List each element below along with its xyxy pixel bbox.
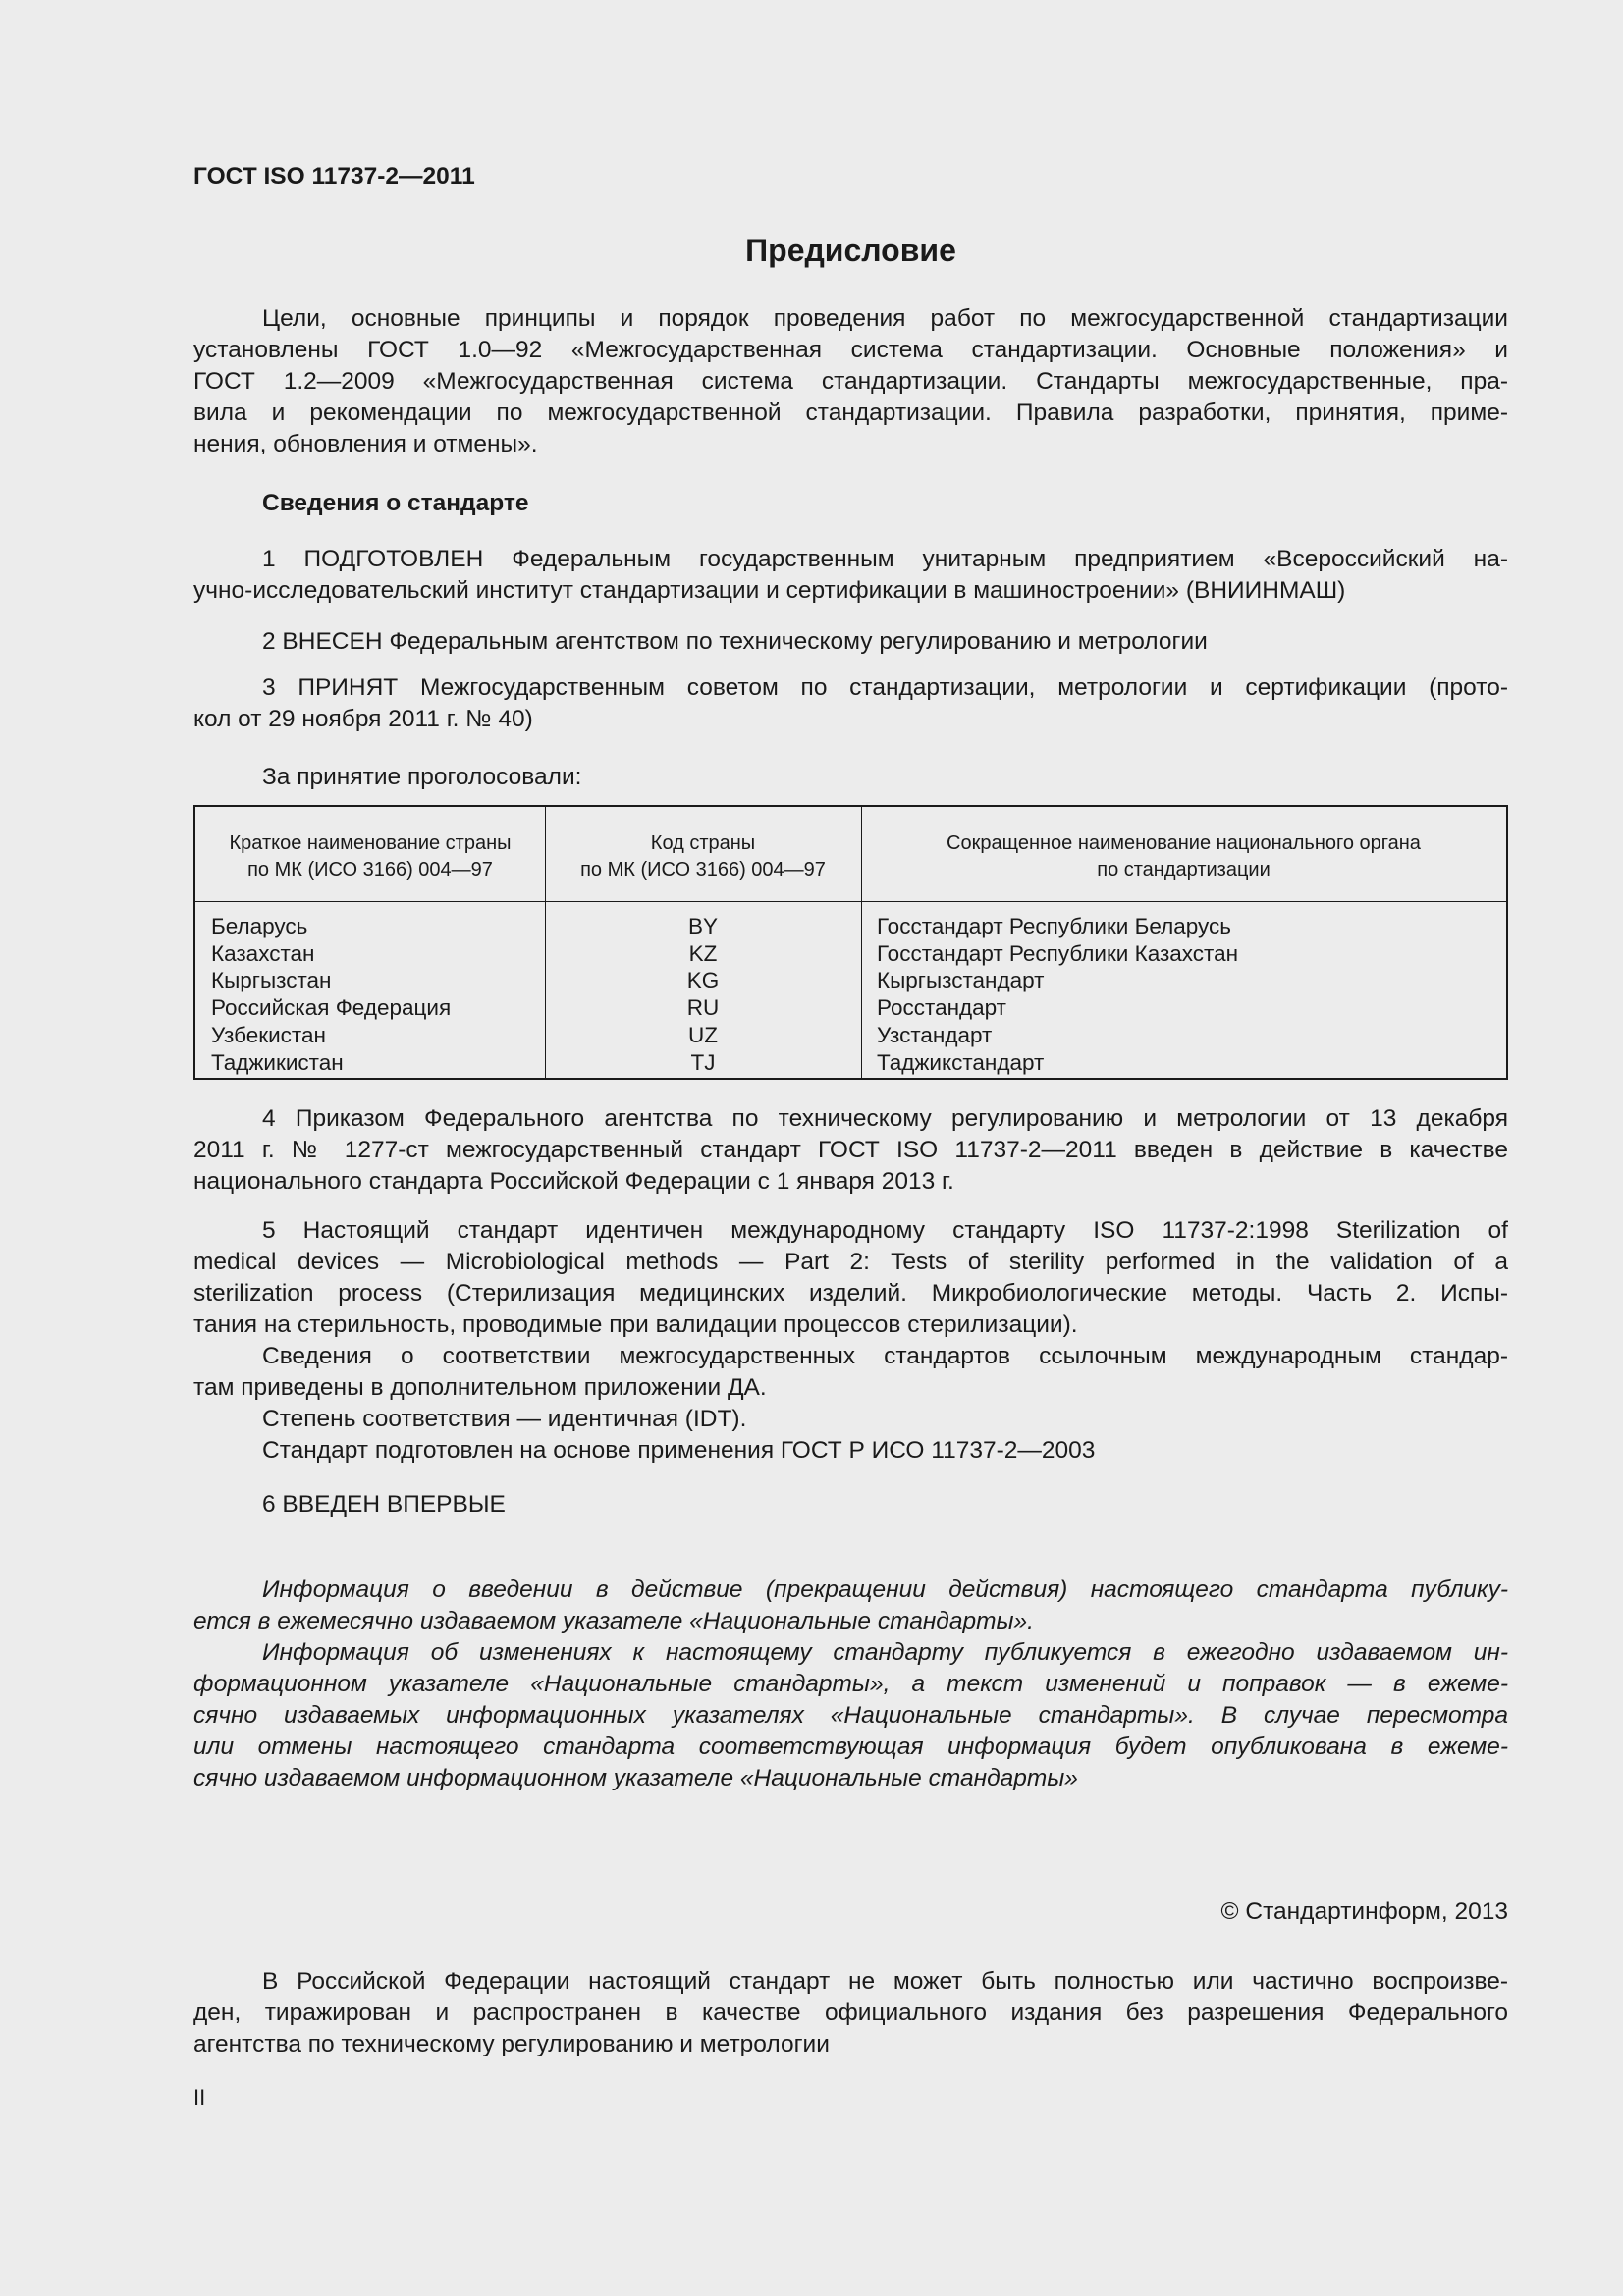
item-1 bbox=[193, 544, 1508, 607]
country-column bbox=[211, 913, 451, 1076]
table-header-code: Код страны по МК (ИСО 3166) 004—97 bbox=[580, 832, 826, 881]
text-line: medical devices — Microbiological methods — Part 2: Tests of sterility performed in the validation of a bbox=[193, 1249, 1508, 1275]
table-cell: UZ bbox=[688, 1022, 718, 1047]
document-page bbox=[193, 0, 1508, 2296]
text-line: 4 Приказом Федерального агентства по техническому регулированию и метрологии от 13 декабря bbox=[262, 1105, 1508, 1132]
text-line: или отмены настоящего стандарта соответствующая информация будет опубликована в ежеме- bbox=[193, 1734, 1508, 1760]
text-line: установлены ГОСТ 1.0—92 «Межгосударственная система стандартизации. Основные положения» и bbox=[193, 337, 1508, 363]
header-divider bbox=[195, 901, 1506, 902]
body-column bbox=[877, 913, 1238, 1076]
table-cell: Беларусь bbox=[211, 914, 308, 938]
table-cell: Росстандарт bbox=[877, 995, 1006, 1021]
text-line: учно-исследовательский институт стандартизации и сертификации в машиностроении» (ВНИИНМАШ) bbox=[193, 577, 1346, 604]
final-paragraph bbox=[193, 1966, 1508, 2060]
text-line: 2011 г. № 1277-ст межгосударственный стандарт ГОСТ ISO 11737-2—2011 введен в действие в качестве bbox=[193, 1137, 1508, 1163]
table-cell: Узбекистан bbox=[211, 1022, 326, 1047]
text-line: Информация о введении в действие (прекращении действия) настоящего стандарта публику- bbox=[262, 1576, 1508, 1603]
table-cell: Кыргызстандарт bbox=[877, 968, 1045, 993]
text-line: 5 Настоящий стандарт идентичен международному стандарту ISO 11737-2:1998 Sterilization of bbox=[262, 1217, 1508, 1244]
table-cell: KG bbox=[686, 968, 720, 993]
intro-paragraph bbox=[193, 303, 1508, 460]
text-line: Сведения о соответствии межгосударственных стандартов ссылочным международным стандар- bbox=[262, 1343, 1508, 1369]
table-cell: KZ bbox=[688, 940, 718, 966]
table-cell: TJ bbox=[690, 1049, 716, 1075]
table-cell: Госстандарт Республики Беларусь bbox=[877, 914, 1232, 938]
text-line: В Российской Федерации настоящий стандарт не может быть полностью или частично воспроизве- bbox=[262, 1968, 1508, 1995]
text-line: Информация об изменениях к настоящему стандарту публикуется в ежегодно издаваемом ин- bbox=[262, 1639, 1508, 1666]
copyright: © Стандартинформ, 2013 bbox=[1220, 1898, 1508, 1925]
page-title: Предисловие bbox=[745, 233, 956, 268]
italic-note-2 bbox=[193, 1637, 1508, 1794]
text-line: 3 ПРИНЯТ Межгосударственным советом по стандартизации, метрологии и сертификации (прото- bbox=[262, 674, 1508, 701]
table-header-body: Сокращенное наименование национального органа по стандартизации bbox=[947, 832, 1421, 881]
item-6: 6 ВВЕДЕН ВПЕРВЫЕ bbox=[262, 1491, 506, 1518]
text-line: sterilization process (Стерилизация медицинских изделий. Микробиологические методы. Часть 2. Испы- bbox=[193, 1280, 1508, 1307]
table-cell: BY bbox=[687, 914, 718, 938]
text-line: Стандарт подготовлен на основе применения ГОСТ Р ИСО 11737-2—2003 bbox=[262, 1437, 1096, 1464]
italic-note-1 bbox=[193, 1575, 1508, 1637]
document-header: ГОСТ ISO 11737-2—2011 bbox=[193, 163, 475, 189]
table-cell: Таджикистан bbox=[211, 1049, 344, 1075]
table-cell: Узстандарт bbox=[877, 1022, 993, 1047]
table-cell: Кыргызстан bbox=[211, 968, 332, 993]
text-line: кол от 29 ноября 2011 г. № 40) bbox=[193, 706, 533, 732]
table-cell: Казахстан bbox=[211, 940, 315, 966]
table-cell: Госстандарт Республики Казахстан bbox=[877, 940, 1239, 966]
code-column bbox=[545, 913, 861, 1076]
item-3 bbox=[193, 672, 1508, 735]
table-header-country: Краткое наименование страны по МК (ИСО 3166) 004—97 bbox=[229, 832, 512, 881]
item-5 bbox=[193, 1215, 1508, 1467]
text-line: национального стандарта Российской Федерации с 1 января 2013 г. bbox=[193, 1168, 954, 1195]
countries-table bbox=[193, 805, 1508, 1080]
text-line: ется в ежемесячно издаваемом указателе «Национальные стандарты». bbox=[193, 1608, 1034, 1634]
text-line: Степень соответствия — идентичная (IDT). bbox=[262, 1406, 747, 1432]
table-cell: Таджикстандарт bbox=[877, 1049, 1045, 1075]
text-line: 1 ПОДГОТОВЛЕН Федеральным государственным унитарным предприятием «Всероссийский на- bbox=[262, 546, 1508, 572]
item-4 bbox=[193, 1103, 1508, 1198]
text-line: там приведены в дополнительном приложении ДА. bbox=[193, 1374, 767, 1401]
table-cell: Российская Федерация bbox=[211, 995, 452, 1021]
page-number: II bbox=[193, 2085, 206, 2109]
table-cell: RU bbox=[686, 995, 720, 1021]
text-line: формационном указателе «Национальные стандарты», а текст изменений и поправок — в ежеме- bbox=[193, 1671, 1508, 1697]
text-line: агентства по техническому регулированию и метрологии bbox=[193, 2031, 830, 2057]
voted-label: За принятие проголосовали: bbox=[262, 764, 582, 790]
text-line: сячно издаваемом информационном указателе «Национальные стандарты» bbox=[193, 1765, 1078, 1791]
text-line: нения, обновления и отмены». bbox=[193, 431, 538, 457]
text-line: Цели, основные принципы и порядок проведения работ по межгосударственной стандартизации bbox=[262, 305, 1508, 332]
text-line: тания на стерильность, проводимые при валидации процессов стерилизации). bbox=[193, 1311, 1078, 1338]
info-heading: Сведения о стандарте bbox=[262, 490, 529, 516]
text-line: вила и рекомендации по межгосударственной стандартизации. Правила разработки, принятия, приме- bbox=[193, 400, 1508, 426]
item-2: 2 ВНЕСЕН Федеральным агентством по техническому регулированию и метрологии bbox=[262, 628, 1208, 655]
text-line: ден, тиражирован и распространен в качестве официального издания без разрешения Федерального bbox=[193, 2000, 1508, 2026]
text-line: сячно издаваемых информационных указателях «Национальные стандарты». В случае пересмотра bbox=[193, 1702, 1508, 1729]
text-line: ГОСТ 1.2—2009 «Межгосударственная система стандартизации. Стандарты межгосударственные, пра- bbox=[193, 368, 1508, 395]
